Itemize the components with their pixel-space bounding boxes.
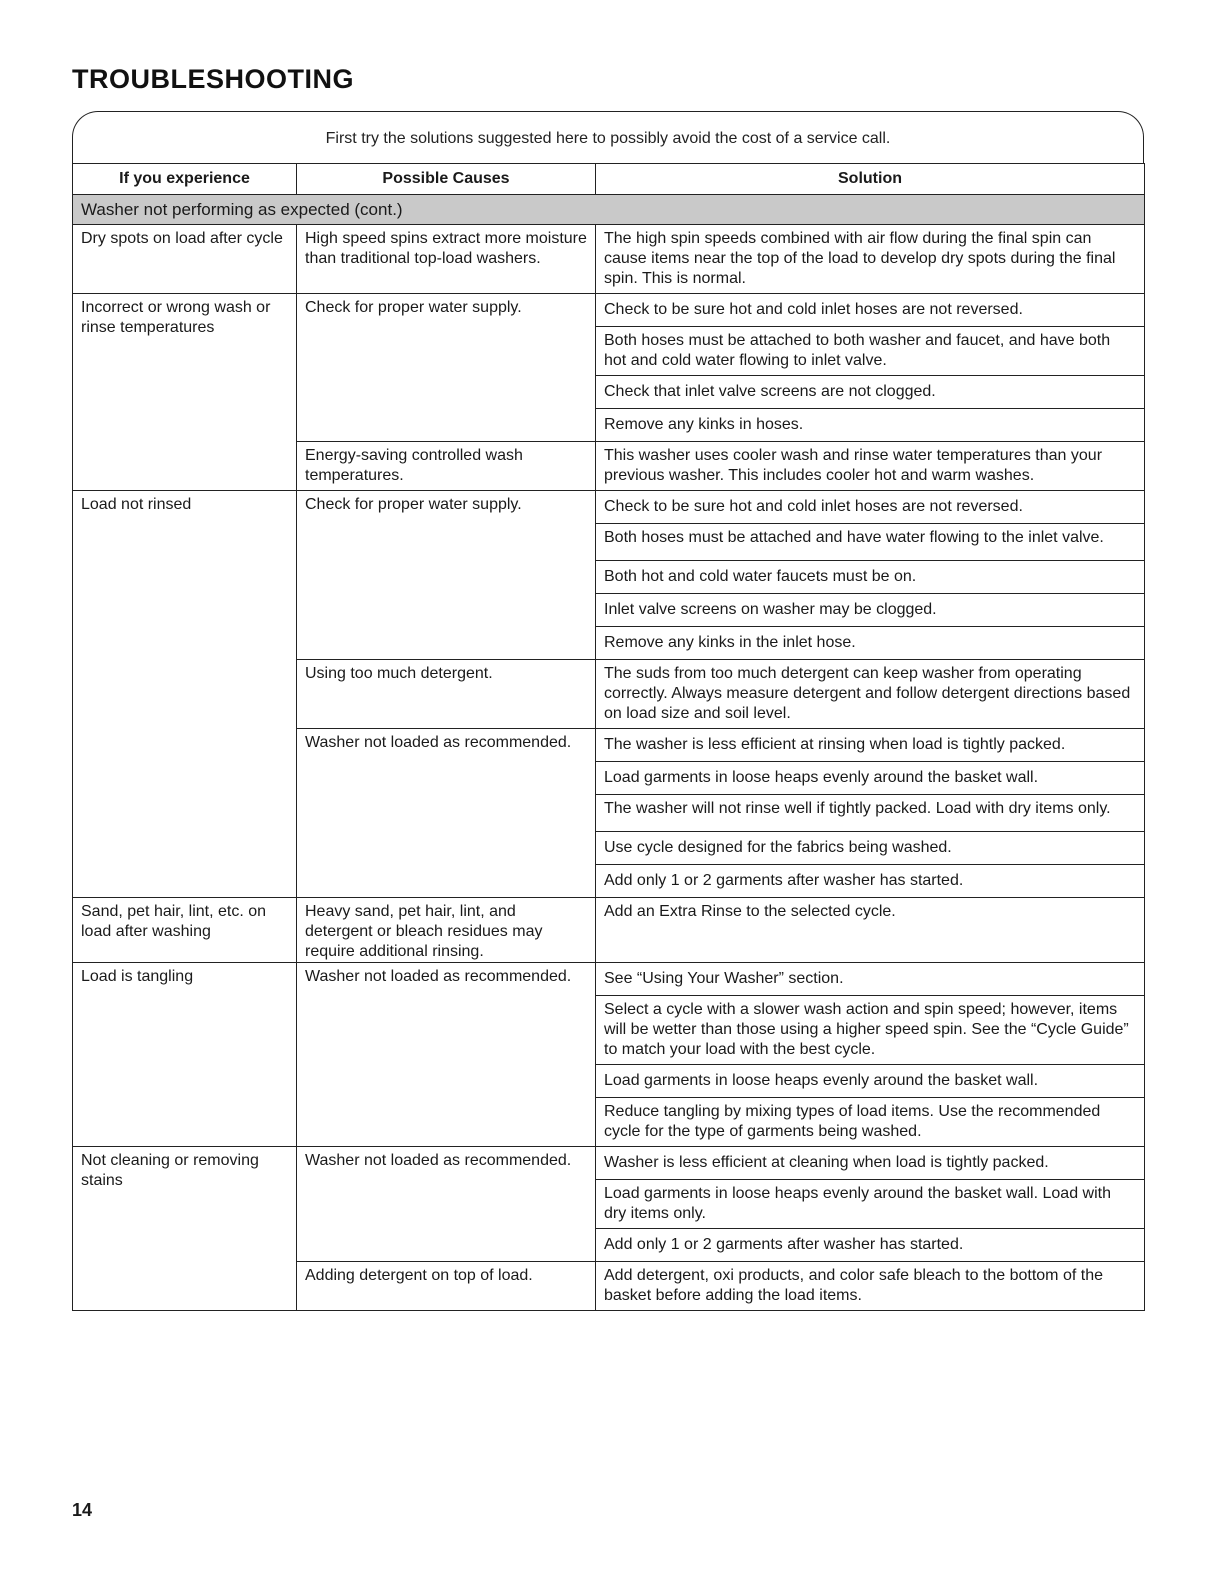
cause-cell: Check for proper water supply.	[297, 294, 596, 442]
problem-cell: Dry spots on load after cycle	[73, 225, 297, 294]
cause-cell: Washer not loaded as recommended.	[297, 729, 596, 898]
cause-cell: Washer not loaded as recommended.	[297, 963, 596, 1147]
solution-cell: Check that inlet valve screens are not clogged.	[596, 376, 1145, 409]
problem-cell: Not cleaning or removing stains	[73, 1147, 297, 1311]
header-causes: Possible Causes	[297, 164, 596, 195]
solution-cell: Select a cycle with a slower wash action and spin speed; however, items will be wetter than those using a higher speed spin. See the “Cycle Guide” to match your load with the best cycle.	[596, 996, 1145, 1065]
solution-cell: Check to be sure hot and cold inlet hoses are not reversed.	[596, 491, 1145, 524]
intro-text: First try the solutions suggested here to possibly avoid the cost of a service call.	[325, 130, 891, 147]
table-row	[73, 225, 1145, 294]
troubleshooting-table	[72, 163, 1145, 1311]
cause-cell: Washer not loaded as recommended.	[297, 1147, 596, 1262]
table-header-row	[73, 164, 1145, 195]
solution-cell: Remove any kinks in the inlet hose.	[596, 627, 1145, 660]
section-heading: Washer not performing as expected (cont.)	[73, 195, 1145, 225]
cause-cell: Energy-saving controlled wash temperatures.	[297, 442, 596, 491]
section-row	[73, 195, 1145, 225]
header-experience: If you experience	[73, 164, 297, 195]
solution-cell: Remove any kinks in hoses.	[596, 409, 1145, 442]
solution-cell: Load garments in loose heaps evenly around the basket wall.	[596, 1065, 1145, 1098]
solution-cell: Inlet valve screens on washer may be clogged.	[596, 594, 1145, 627]
cause-cell: Check for proper water supply.	[297, 491, 596, 660]
cause-cell: Adding detergent on top of load.	[297, 1262, 596, 1311]
solution-cell: See “Using Your Washer” section.	[596, 963, 1145, 996]
cause-cell: Using too much detergent.	[297, 660, 596, 729]
solution-cell: Check to be sure hot and cold inlet hoses are not reversed.	[596, 294, 1145, 327]
solution-cell: Both hot and cold water faucets must be on.	[596, 561, 1145, 594]
solution-cell: The washer will not rinse well if tightly packed. Load with dry items only.	[596, 795, 1145, 832]
solution-cell: Load garments in loose heaps evenly around the basket wall.	[596, 762, 1145, 795]
solution-cell: The high spin speeds combined with air flow during the final spin can cause items near the top of the load to develop dry spots during the final spin. This is normal.	[596, 225, 1145, 294]
problem-cell: Load is tangling	[73, 963, 297, 1147]
solution-cell: Both hoses must be attached to both washer and faucet, and have both hot and cold water flowing to inlet valve.	[596, 327, 1145, 376]
table-row	[73, 491, 1145, 524]
problem-cell: Incorrect or wrong wash or rinse temperatures	[73, 294, 297, 491]
table-row	[73, 294, 1145, 327]
table-row	[73, 1147, 1145, 1180]
solution-cell: Both hoses must be attached and have water flowing to the inlet valve.	[596, 524, 1145, 561]
cause-cell: Heavy sand, pet hair, lint, and detergent or bleach residues may require additional rinsing.	[297, 898, 596, 963]
solution-cell: This washer uses cooler wash and rinse water temperatures than your previous washer. This includes cooler hot and warm washes.	[596, 442, 1145, 491]
header-solution: Solution	[596, 164, 1145, 195]
solution-cell: Add an Extra Rinse to the selected cycle.	[596, 898, 1145, 963]
solution-cell: Load garments in loose heaps evenly around the basket wall. Load with dry items only.	[596, 1180, 1145, 1229]
solution-cell: Add detergent, oxi products, and color safe bleach to the bottom of the basket before adding the load items.	[596, 1262, 1145, 1311]
page-title: TROUBLESHOOTING	[72, 64, 354, 94]
problem-cell: Load not rinsed	[73, 491, 297, 898]
solution-cell: Use cycle designed for the fabrics being washed.	[596, 832, 1145, 865]
solution-cell: Add only 1 or 2 garments after washer has started.	[596, 865, 1145, 898]
solution-cell: Add only 1 or 2 garments after washer has started.	[596, 1229, 1145, 1262]
solution-cell: Reduce tangling by mixing types of load items. Use the recommended cycle for the type of garments being washed.	[596, 1098, 1145, 1147]
cause-cell: High speed spins extract more moisture than traditional top-load washers.	[297, 225, 596, 294]
solution-cell: The suds from too much detergent can keep washer from operating correctly. Always measure detergent and follow detergent directions based on load size and soil level.	[596, 660, 1145, 729]
table-row	[73, 898, 1145, 963]
table-row	[73, 963, 1145, 996]
solution-cell: The washer is less efficient at rinsing when load is tightly packed.	[596, 729, 1145, 762]
page-number: 14	[72, 1500, 93, 1520]
problem-cell: Sand, pet hair, lint, etc. on load after washing	[73, 898, 297, 963]
solution-cell: Washer is less efficient at cleaning when load is tightly packed.	[596, 1147, 1145, 1180]
